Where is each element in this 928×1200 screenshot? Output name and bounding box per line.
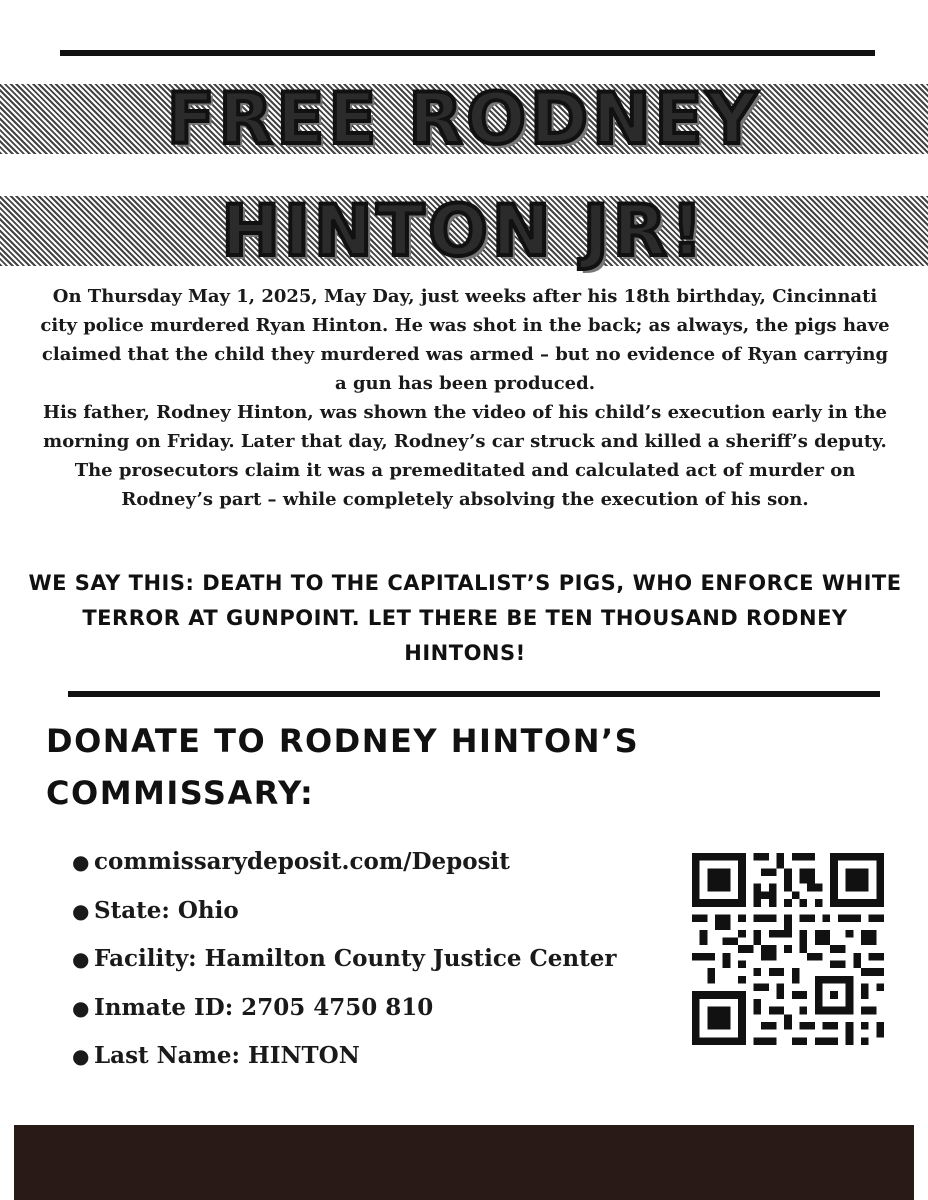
headline-line-1: FREE RODNEY (0, 84, 928, 154)
donate-heading: DONATE TO RODNEY HINTON’S COMMISSARY: (46, 722, 640, 812)
bullet-dot-icon: ● (72, 850, 90, 874)
bullet-dot-icon: ● (72, 995, 90, 1020)
middle-divider (68, 691, 880, 697)
facility-text: Facility: Hamilton County Justice Center (94, 945, 617, 972)
state-text: State: Ohio (94, 896, 239, 924)
headline-line-2: HINTON JR! (0, 196, 928, 266)
inmate-id-text: Inmate ID: 2705 4750 810 (94, 993, 434, 1021)
story-text (40, 282, 890, 514)
bullet-dot-icon: ● (72, 947, 90, 971)
commissary-info-list (72, 838, 672, 1081)
bullet-dot-icon: ● (72, 898, 90, 923)
qr-code-icon (692, 853, 884, 1045)
last-name-text: Last Name: HINTON (94, 1042, 360, 1069)
list-item-last-name (72, 1032, 672, 1081)
list-item-facility (72, 935, 672, 984)
list-item-state (72, 887, 672, 936)
list-item-inmate-id (72, 984, 672, 1033)
list-item-website (72, 838, 672, 887)
website-text: commissarydeposit.com/Deposit (94, 848, 510, 875)
bullet-dot-icon: ● (72, 1044, 90, 1068)
top-divider (60, 50, 875, 56)
story-paragraph-1: On Thursday May 1, 2025, May Day, just weeks after his 18th birthday, Cincinnati city police murdered Ryan Hinton. He was shot in the back; as always, the pigs have claimed that the child they murdered was armed – but no evidence of Ryan carrying a gun has been produced. (40, 286, 890, 394)
footer-band (14, 1125, 914, 1200)
story-paragraph-2: His father, Rodney Hinton, was shown the video of his child’s execution early in the morning on Friday. Later that day, Rodney’s car struck and killed a sheriff’s deputy. The prosecutors claim it was a premeditated and calculated act of murder on Rodney’s part – while completely absolving the execution of his son. (43, 402, 887, 510)
statement-text: WE SAY THIS: DEATH TO THE CAPITALIST’S PIGS, WHO ENFORCE WHITE TERROR AT GUNPOINT. LET THERE BE TEN THOUSAND RODNEY HINTONS! (28, 571, 902, 665)
